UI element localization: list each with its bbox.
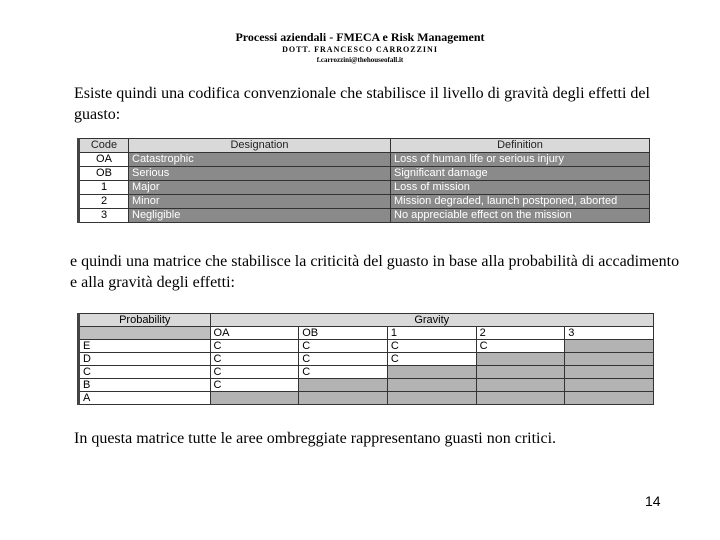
- row-code: 2: [79, 195, 129, 209]
- conclusion-paragraph: In questa matrice tutte le aree ombreggiate rappresentano guasti non critici.: [74, 430, 557, 447]
- matrix-cell-shaded: [565, 366, 654, 379]
- header-definition: Definition: [391, 139, 650, 153]
- matrix-cell-shaded: [387, 392, 476, 405]
- matrix-cell-shaded: [210, 392, 299, 405]
- matrix-cell: C: [210, 379, 299, 392]
- matrix-cell-shaded: [565, 340, 654, 353]
- matrix-row: [79, 392, 654, 405]
- matrix-cell: C: [299, 340, 388, 353]
- author-email: f.carrozzini@thehouseofall.it: [316, 56, 404, 64]
- row-definition: Mission degraded, launch postponed, aborted: [391, 195, 650, 209]
- gravity-level: OA: [210, 327, 299, 340]
- row-code: OA: [79, 153, 129, 167]
- matrix-cell: C: [387, 353, 476, 366]
- matrix-cell-shaded: [387, 379, 476, 392]
- matrix-row: [79, 340, 654, 353]
- row-designation: Catastrophic: [129, 153, 391, 167]
- matrix-cell: C: [210, 366, 299, 379]
- matrix-cell-shaded: [476, 366, 565, 379]
- table-row: [79, 195, 650, 209]
- matrix-cell: C: [299, 366, 388, 379]
- table-row: [79, 167, 650, 181]
- matrix-cell: C: [476, 340, 565, 353]
- probability-level: A: [79, 392, 211, 405]
- row-designation: Negligible: [129, 209, 391, 223]
- table-header-row: [79, 139, 650, 153]
- matrix-cell-shaded: [565, 379, 654, 392]
- row-definition: Significant damage: [391, 167, 650, 181]
- author-name: DOTT. FRANCESCO CARROZZINI: [282, 45, 438, 54]
- matrix-row: [79, 366, 654, 379]
- probability-level: C: [79, 366, 211, 379]
- row-code: 1: [79, 181, 129, 195]
- row-designation: Major: [129, 181, 391, 195]
- row-code: OB: [79, 167, 129, 181]
- matrix-cell-shaded: [476, 392, 565, 405]
- row-designation: Serious: [129, 167, 391, 181]
- gravity-level: 3: [565, 327, 654, 340]
- matrix-cell: C: [210, 353, 299, 366]
- table-row: [79, 209, 650, 223]
- matrix-cell-shaded: [565, 392, 654, 405]
- matrix-row: [79, 353, 654, 366]
- severity-table: [77, 138, 650, 223]
- page-number: 14: [645, 493, 661, 509]
- matrix-cell-shaded: [476, 379, 565, 392]
- table-row: [79, 181, 650, 195]
- row-definition: Loss of mission: [391, 181, 650, 195]
- probability-level: E: [79, 340, 211, 353]
- intro-paragraph: Esiste quindi una codifica convenzionale che stabilisce il livello di gravità degli effetti del guasto:: [74, 85, 650, 123]
- row-designation: Minor: [129, 195, 391, 209]
- row-code: 3: [79, 209, 129, 223]
- table-row: [79, 153, 650, 167]
- probability-subheader: [79, 327, 211, 340]
- matrix-cell: C: [387, 340, 476, 353]
- probability-level: D: [79, 353, 211, 366]
- header-code: Code: [79, 139, 129, 153]
- probability-level: B: [79, 379, 211, 392]
- matrix-cell-shaded: [565, 353, 654, 366]
- criticality-matrix: [77, 313, 654, 405]
- gravity-level: 1: [387, 327, 476, 340]
- gravity-header: Gravity: [210, 314, 653, 327]
- matrix-cell-shaded: [299, 392, 388, 405]
- matrix-subheader-row: [79, 327, 654, 340]
- matrix-cell: C: [299, 353, 388, 366]
- matrix-row: [79, 379, 654, 392]
- matrix-title-row: [79, 314, 654, 327]
- matrix-cell-shaded: [299, 379, 388, 392]
- gravity-level: OB: [299, 327, 388, 340]
- probability-header: Probability: [79, 314, 211, 327]
- matrix-cell-shaded: [387, 366, 476, 379]
- matrix-cell-shaded: [476, 353, 565, 366]
- row-definition: No appreciable effect on the mission: [391, 209, 650, 223]
- row-definition: Loss of human life or serious injury: [391, 153, 650, 167]
- gravity-level: 2: [476, 327, 565, 340]
- matrix-paragraph: e quindi una matrice che stabilisce la criticità del guasto in base alla probabilità di accadimento e alla gravità degli effetti:: [70, 253, 680, 291]
- header-designation: Designation: [129, 139, 391, 153]
- matrix-cell: C: [210, 340, 299, 353]
- slide-title: Processi aziendali - FMECA e Risk Management: [235, 30, 485, 44]
